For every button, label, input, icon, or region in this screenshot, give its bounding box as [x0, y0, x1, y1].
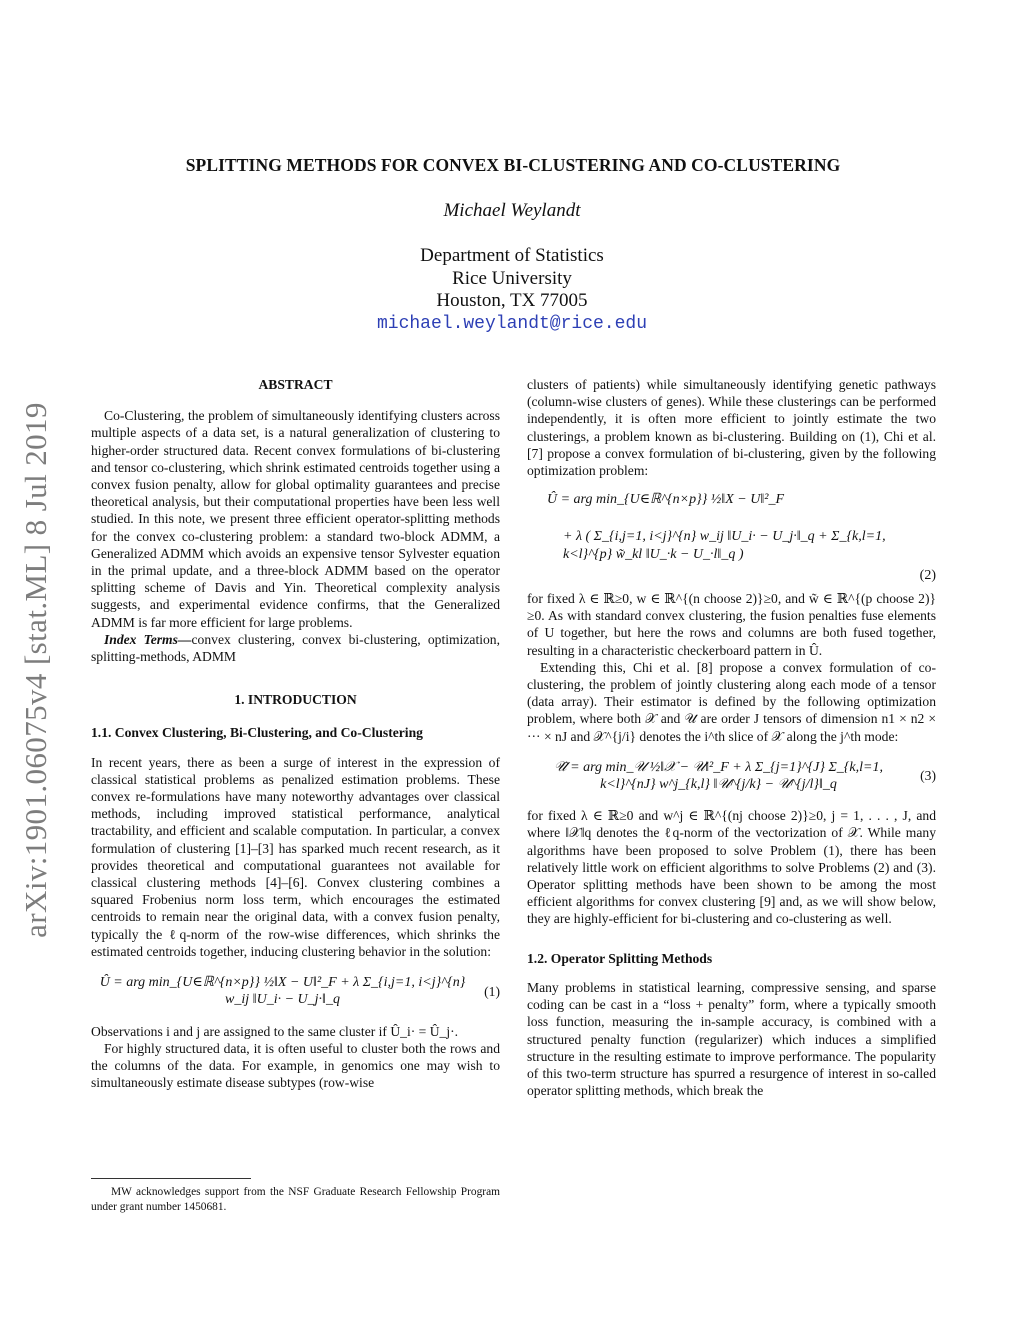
equation-3: [527, 759, 936, 793]
right-paragraph-1: clusters of patients) while simultaneously identifying genetic pathways (column-wise clusters of genes). While these clusterings can be performed independently, it is often more efficient to jointly estimate the two clusterings, a problem known as bi-clustering. Building on (1), Chi et al. [7] propose a convex formulation of bi-clustering, given by the following optimization problem:: [527, 377, 936, 479]
equation-2: [527, 491, 936, 584]
subsection-heading-1-1: 1.1. Convex Clustering, Bi-Clustering, and Co-Clustering: [91, 725, 423, 741]
location: Houston, TX 77005: [436, 290, 588, 311]
equation-2-line-2: + λ ( Σ_{i,j=1, i<j}^{n} w_ij ‖U_i· − U_j·‖_q + Σ_{k,l=1, k<l}^{p} w̃_kl ‖U_·k − U_·l‖_q ): [563, 529, 886, 562]
intro-paragraph-2: Observations i and j are assigned to the same cluster if Û_i· = Û_j·.: [91, 1023, 459, 1039]
subsection-heading-1-2: 1.2. Operator Splitting Methods: [527, 950, 713, 966]
affiliation: [0, 245, 1024, 335]
intro-paragraph-3: For highly structured data, it is often useful to cluster both the rows and the columns of the data. For example, in genomics one may wish to simultaneously estimate disease subtypes (row-wise: [91, 1040, 500, 1091]
arxiv-stamp: [14, 365, 58, 975]
intro-paragraph-1: In recent years, there as been a surge of interest in the expression of classical statistical problems as penalized estimation problems. These convex re-formulations have many noteworthy advantages over classical methods, including improved statistical performance, analytical tractability, and efficient and scalable computation. In particular, a convex formulation of clustering [1]–[3] has sparked much recent research, as it provides theoretical and computational guarantees not available for classical clustering methods [4]–[6]. Convex clustering combines a squared Frobenius norm loss term, which encourages the estimated centroids to remain near the original data, with a convex fusion penalty, typically the ℓq-norm of the row-wise differences, which shrinks the estimated centroids together, inducing clustering behavior in the solution:: [91, 754, 500, 959]
right-column: [527, 376, 936, 1099]
equation-3-number: (3): [920, 768, 936, 784]
department: Department of Statistics: [420, 245, 604, 266]
footnote-text: MW acknowledges support from the NSF Graduate Research Fellowship Program under grant number 1450681.: [91, 1186, 500, 1213]
left-column: [91, 376, 500, 1091]
index-terms-text: convex clustering, convex bi-clustering, optimization, splitting-methods, ADMM: [91, 631, 500, 665]
index-terms: [91, 631, 500, 665]
equation-1-body: Û = arg min_{U∈ℝ^{n×p}} ½‖X − U‖²_F + λ Σ_{i,j=1, i<j}^{n} w_ij ‖U_i· − U_j·‖_q: [99, 975, 466, 1008]
author-email[interactable]: michael.weylandt@rice.edu: [376, 313, 648, 334]
right-paragraph-2: for fixed λ ∈ ℝ≥0, w ∈ ℝ^{(n choose 2)}≥0, and w̃ ∈ ℝ^{(p choose 2)}≥0. As with standard convex clustering, the fusion penalties fuse elements of U together, but here the rows and columns are both fused together, resulting in a characteristic checkerboard pattern in Û.: [527, 591, 936, 658]
right-paragraph-3: Extending this, Chi et al. [8] propose a convex formulation of co-clustering, the problem of jointly clustering along each mode of a tensor (data array). Their estimator is defined by the following optimization problem, where both 𝒳 and 𝒰 are order J tensors of dimension n1 × n2 × ··· × nJ and 𝒳^{j/i} denotes the i^th slice of 𝒳 along the j^th mode:: [527, 659, 936, 744]
equation-1: [91, 974, 500, 1008]
equation-2-line-1: Û = arg min_{U∈ℝ^{n×p}} ½‖X − U‖²_F: [547, 492, 785, 508]
paper-title: SPLITTING METHODS FOR CONVEX BI-CLUSTERING AND CO-CLUSTERING: [185, 155, 841, 175]
footnote: [91, 1178, 500, 1214]
author-name: Michael Weylandt: [443, 200, 581, 221]
right-paragraph-5: Many problems in statistical learning, compressive sensing, and sparse coding can be cast in a “loss + penalty” form, where a typically smooth loss function, measuring the in-sample accuracy, is combined with a structured penalty function (regularizer) which induces a simplified structure in the resulting estimate to improve performance. The popularity of this two-term structure has spurred a resurgence of interest in so-called operator splitting methods, which break the: [527, 979, 936, 1099]
right-paragraph-4: for fixed λ ∈ ℝ≥0 and w^j ∈ ℝ^{(nj choose 2)}≥0, j = 1, . . . , J, and where ‖𝒳‖q denotes the ℓq-norm of the vectorization of 𝒳. While many algorithms have been proposed to solve Problem (1), there has been relatively little work on efficient algorithms to solve Problems (2) and (3). Operator splitting methods have been shown to be among the most efficient algorithms for convex clustering [9] and, as we will show below, they are highly-efficient for bi-clustering and co-clustering as well.: [527, 808, 936, 927]
equation-2-number: (2): [919, 567, 936, 583]
university: Rice University: [452, 267, 572, 289]
equation-3-body: 𝒰̂ = arg min_𝒰 ½‖𝒳 − 𝒰‖²_F + λ Σ_{j=1}^{J} Σ_{k,l=1, k<l}^{nJ} w^j_{k,l} ‖𝒰^{j/k} − 𝒰^{j/l}‖_q: [554, 759, 883, 793]
abstract-text: Co-Clustering, the problem of simultaneously identifying clusters across multiple aspects of a data set, is a natural generalization of clustering to higher-order structured data. Recent convex formulations of bi-clustering and tensor co-clustering, which shrink estimated centroids together using a convex fusion penalty, allow for global optimality guarantees and precise theoretical analysis, but their computational properties have been less well studied. In this note, we present three efficient operator-splitting methods for the convex co-clustering problem: a standard two-block ADMM, a Generalized ADMM which avoids an expensive tensor Sylvester equation in the primal update, and a three-block ADMM based on the operator splitting scheme of Davis and Yin. Theoretical complexity analysis suggests, and experimental evidence confirms, that the Generalized ADMM is far more efficient for large problems.: [91, 408, 500, 630]
index-terms-label: Index Terms—: [104, 631, 192, 647]
arxiv-stamp-text: arXiv:1901.06075v4 [stat.ML] 8 Jul 2019: [18, 402, 54, 938]
footnote-rule: [91, 1178, 251, 1179]
section-heading-introduction: 1. INTRODUCTION: [234, 692, 357, 708]
abstract-heading: ABSTRACT: [258, 377, 333, 392]
equation-1-number: (1): [484, 983, 500, 999]
